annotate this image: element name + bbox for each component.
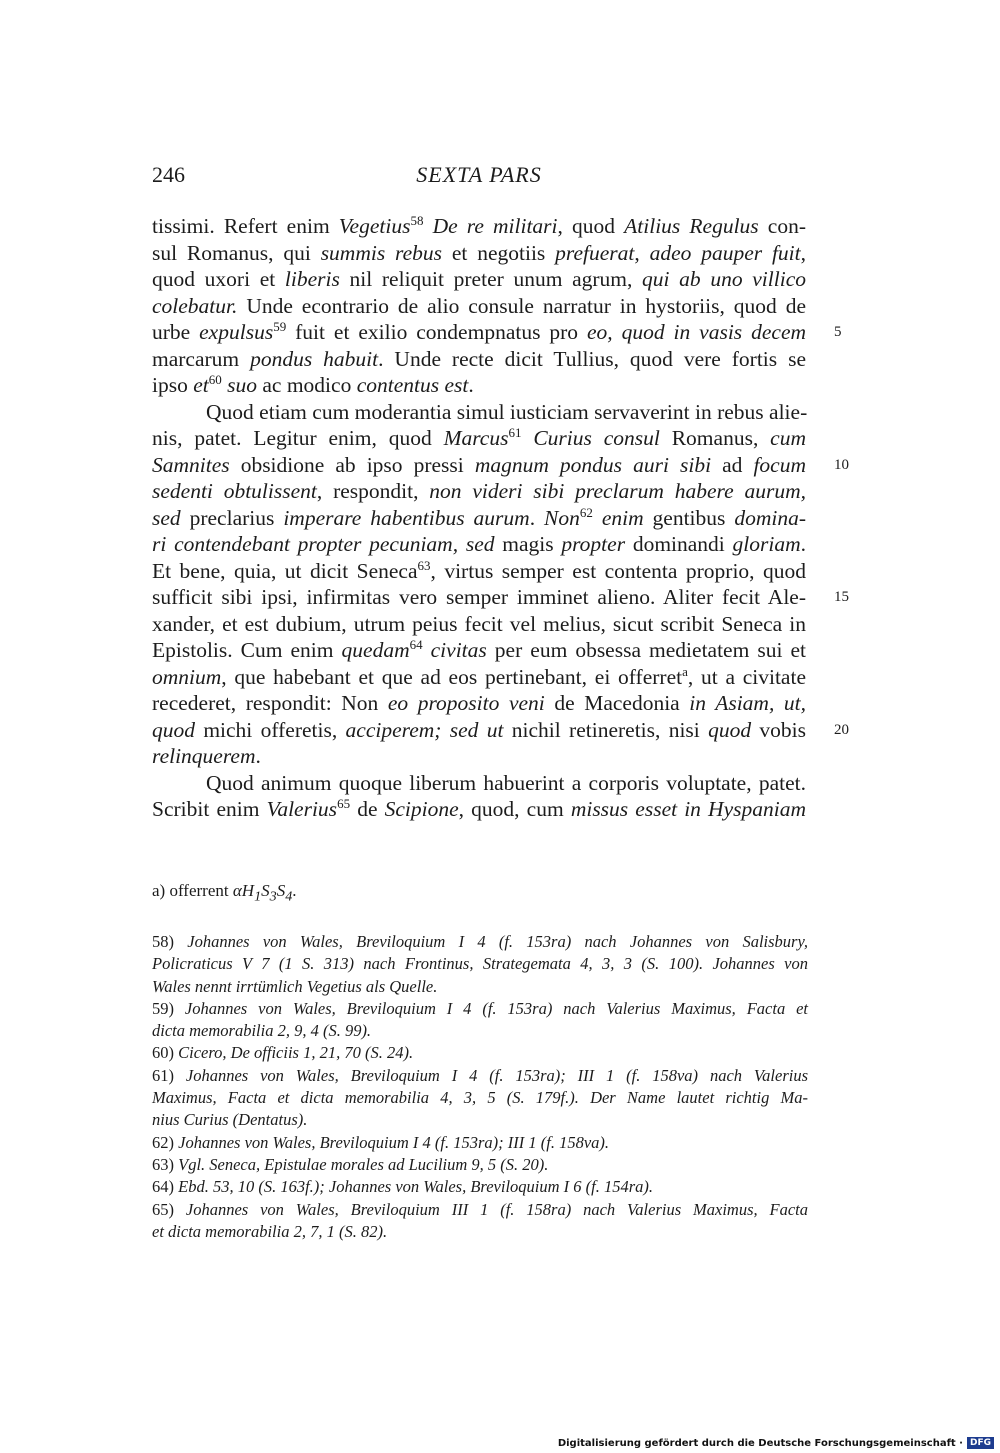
text-line: Scribit enim Valerius$^{65}$ de Scipione, quod, cum missus esset in Hyspaniam [152,795,806,821]
footnote-line: 60) Cicero, De officiis 1, 21, 70 (S. 24). [152,1043,414,1063]
running-title: SEXTA PARS [416,162,542,187]
footnote [152,1199,808,1244]
footnote-line: 64) Ebd. 53, 10 (S. 163f.); Johannes von Wales, Breviloquium I 6 (f. 154ra). [152,1177,654,1197]
text-line: sufficit sibi ipsi, infirmitas vero semper imminet alieno. Aliter fecit Ale- 15 [152,585,849,609]
footnote [152,1132,808,1154]
footnote-line: et dicta memorabilia 2, 7, 1 (S. 82). [152,1221,388,1241]
line-number: 15 [834,589,849,605]
footnote-line: Wales nennt irrtümlich Vegetius als Quelle. [152,976,438,996]
text-line: xander, et est dubium, utrum peius fecit vel melius, sicut scribit Seneca in [152,611,806,636]
footnote-line: 63) Vgl. Seneca, Epistulae morales ad Lucilium 9, 5 (S. 20). [152,1154,549,1174]
footnote-line: dicta memorabilia 2, 9, 4 (S. 99). [152,1021,372,1041]
text-line: Et bene, quia, ut dicit Seneca$^{63}$, virtus semper est contenta proprio, quod [152,557,807,583]
footnote-number: 61) [152,1065,186,1085]
text-line: Samnites obsidione ab ipso pressi magnum pondus auri sibi ad focum 10 [152,452,849,477]
footnote [152,1042,808,1064]
line-number: 5 [834,324,842,340]
text-line: ri contendebant propter pecuniam, sed magis propter dominandi gloriam. [152,532,806,556]
dfg-logo: DFG [967,1437,994,1449]
page-header [152,162,806,196]
text-line: tissimi. Refert enim Vegetius$^{58}$ De re militari, quod Atilius Regulus con- [152,212,806,238]
footnote-number: 65) [152,1199,186,1219]
footnote-line: nius Curius (Dentatus). [152,1110,308,1130]
footnote [152,998,808,1043]
apparatus-entry: a) offerrent $\alpha H_1S_3S_4$. [152,881,297,905]
footnote-line: 65) Johannes von Wales, Breviloquium III 1 (f. 158ra) nach Valerius Maximus, Facta [152,1199,809,1219]
text-line: omnium, que habebant et que ad eos pertinebant, ei offerret$^a$, ut a civitate [152,663,806,689]
footnote-line: 62) Johannes von Wales, Breviloquium I 4 (f. 153ra); III 1 (f. 158va). [152,1132,610,1152]
footnote-number: 58) [152,932,188,951]
main-text [152,212,849,823]
line-number: 10 [834,456,849,473]
footnote-line: 58) Johannes von Wales, Breviloquium I 4 (f. 153ra) nach Johannes von Salisbury, [152,932,808,951]
text-line: relinquerem. [152,744,261,768]
text-line: colebatur. Unde econtrario de alio consule narratur in hystoriis, quod de [152,293,806,318]
digitization-credit [558,1437,994,1449]
text-line: Quod etiam cum moderantia simul iusticiam servaverint in rebus alie- [206,399,808,424]
critical-apparatus [152,880,812,907]
footnote [152,1176,808,1198]
footnote [152,1065,808,1132]
footnote-number: 59) [152,998,185,1018]
footnote-number: 63) [152,1154,179,1174]
text-line: urbe expulsus$^{59}$ fuit et exilio condempnatus pro eo, quod in vasis decem 5 [152,318,842,344]
text-line: sed preclarius imperare habentibus aurum. Non$^{62}$ enim gentibus domina- [152,504,807,530]
footnote-number: 62) [152,1132,179,1152]
credit-text: Digitalisierung gefördert durch die Deutsche Forschungsgemeinschaft · [557,1437,963,1449]
text-line: nis, patet. Legitur enim, quod Marcus$^{61}$ Curius consul Romanus, cum [152,424,806,450]
footnote-line: Policraticus V 7 (1 S. 313) nach Frontinus, Strategemata 4, 3, 3 (S. 100). Johannes von [152,954,808,974]
text-line: quod michi offeretis, acciperem; sed ut nichil retineretis, nisi quod vobis 20 [152,717,849,742]
line-number: 20 [834,721,849,738]
text-line: quod uxori et liberis nil reliquit preter unum agrum, qui ab uno villico [152,267,806,291]
footnote-line: 59) Johannes von Wales, Breviloquium I 4 (f. 153ra) nach Valerius Maximus, Facta et [152,998,809,1018]
footnote [152,1154,808,1176]
footnote-number: 60) [152,1043,179,1063]
text-line: sul Romanus, qui summis rebus et negotiis prefuerat, adeo pauper fuit, [152,240,806,265]
footnote-number: 64) [152,1177,179,1197]
text-line: recederet, respondit: Non eo proposito veni de Macedonia in Asiam, ut, [152,691,807,715]
footnote-line: 61) Johannes von Wales, Breviloquium I 4 (f. 153ra); III 1 (f. 158va) nach Valerius [152,1065,808,1085]
text-line: Quod animum quoque liberum habuerint a corporis voluptate, patet. [206,770,806,795]
footnote [152,931,808,998]
text-line: marcarum pondus habuit. Unde recte dicit Tullius, quod vere fortis se [152,346,806,371]
footnotes [152,931,808,1243]
text-line: sedenti obtulissent, respondit, non videri sibi preclarum habere aurum, [152,479,806,503]
text-line: Epistolis. Cum enim quedam$^{64}$ civitas per eum obsessa medietatem sui et [152,636,806,662]
text-line: ipso $et^{60}$ suo ac modico contentus est. [152,371,474,397]
footnote-line: Maximus, Facta et dicta memorabilia 4, 3, 5 (S. 179f.). Der Name lautet richtig Ma- [152,1088,808,1108]
page-number: 246 [152,162,185,187]
